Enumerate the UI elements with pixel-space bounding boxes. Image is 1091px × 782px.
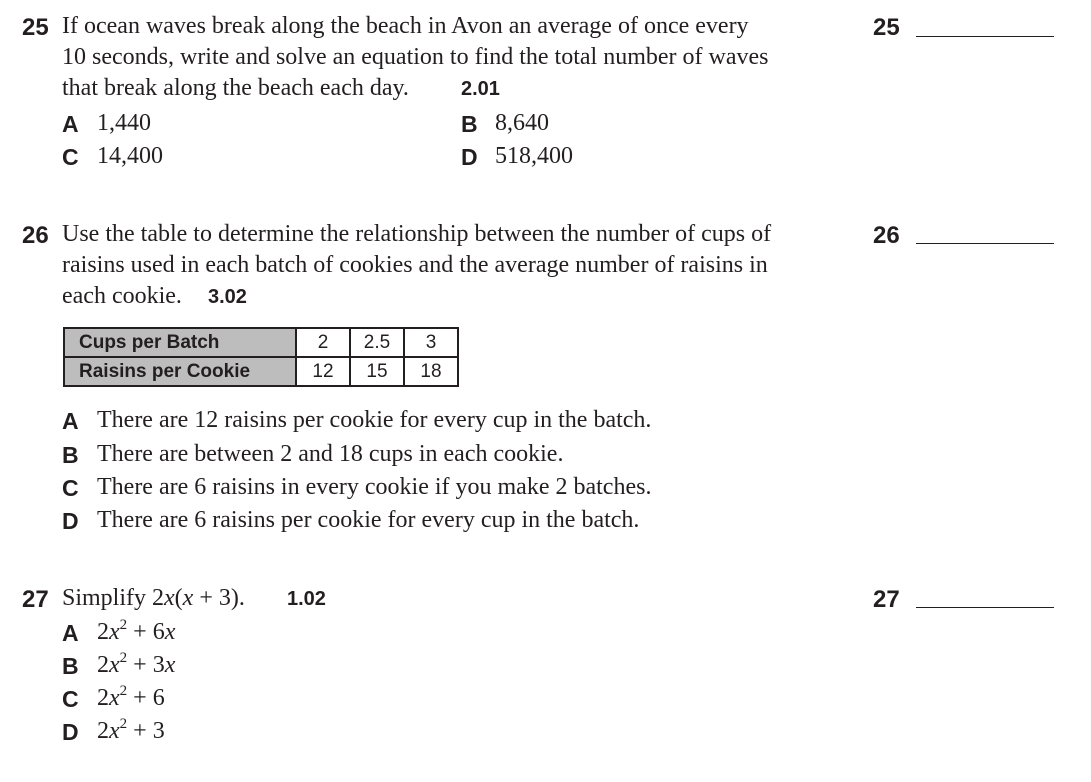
- q25-standard-code: 2.01: [461, 78, 500, 100]
- rest: + 3: [127, 718, 165, 744]
- q25-number: 25: [22, 14, 49, 41]
- q27-prompt: [62, 585, 245, 612]
- q25-choice-a-text[interactable]: 1,440: [97, 110, 151, 136]
- q26-choice-b-letter[interactable]: B: [62, 442, 79, 468]
- q27-choice-a-letter[interactable]: A: [62, 620, 79, 646]
- table-cell: 12: [296, 357, 350, 386]
- q26-choice-a-letter[interactable]: A: [62, 408, 79, 434]
- exponent: 2: [119, 716, 128, 732]
- coef: 2: [97, 718, 109, 744]
- q26-choice-d-letter[interactable]: D: [62, 508, 79, 534]
- table-row: [64, 357, 458, 386]
- q26-text-line2: raisins used in each batch of cookies and the average number of raisins in: [62, 252, 768, 278]
- q26-answer-number: 26: [873, 222, 900, 249]
- q25-choice-c-letter[interactable]: C: [62, 144, 79, 170]
- q27-choice-b-letter[interactable]: B: [62, 653, 79, 679]
- q26-number: 26: [22, 222, 49, 249]
- q25-choice-d-letter[interactable]: D: [461, 144, 478, 170]
- row-header-cups: Cups per Batch: [64, 328, 296, 357]
- q27-choice-a-text[interactable]: [97, 619, 175, 646]
- q27-expr-rest: + 3).: [193, 585, 245, 611]
- q27-expr-coef: 2: [152, 585, 165, 611]
- table-cell: 2.5: [350, 328, 404, 357]
- coef: 2: [97, 685, 109, 711]
- q27-choice-b-text[interactable]: [97, 652, 175, 679]
- q26-choice-d-text[interactable]: There are 6 raisins per cookie for every cup in the batch.: [97, 507, 640, 533]
- q25-choice-d-text[interactable]: 518,400: [495, 143, 573, 169]
- q25-text-line1: If ocean waves break along the beach in Avon an average of once every: [62, 13, 749, 39]
- table-cell: 3: [404, 328, 458, 357]
- q25-choice-a-letter[interactable]: A: [62, 111, 79, 137]
- var: x: [109, 718, 120, 744]
- q27-choice-d-letter[interactable]: D: [62, 719, 79, 745]
- q27-standard-code: 1.02: [287, 588, 326, 610]
- q27-choice-d-text[interactable]: [97, 718, 165, 745]
- q26-text-line3: each cookie.: [62, 283, 182, 309]
- q26-answer-blank[interactable]: [916, 243, 1054, 244]
- q27-choice-c-letter[interactable]: C: [62, 686, 79, 712]
- q27-expr-inner-var: x: [182, 585, 194, 611]
- q25-choice-b-letter[interactable]: B: [461, 111, 478, 137]
- exponent: 2: [119, 650, 128, 666]
- q25-text-line3: that break along the beach each day.: [62, 75, 409, 101]
- cups-raisins-table: [63, 327, 459, 387]
- var: x: [109, 685, 120, 711]
- coef: 2: [97, 619, 109, 645]
- rest: + 6: [127, 619, 165, 645]
- q27-prompt-word: Simplify: [62, 585, 147, 611]
- q25-answer-blank[interactable]: [916, 36, 1054, 37]
- q26-text-line1: Use the table to determine the relationship between the number of cups of: [62, 221, 772, 247]
- table-cell: 2: [296, 328, 350, 357]
- table-cell: 18: [404, 357, 458, 386]
- q26-choice-b-text[interactable]: There are between 2 and 18 cups in each cookie.: [97, 441, 564, 467]
- q26-choice-c-letter[interactable]: C: [62, 475, 79, 501]
- exponent: 2: [119, 617, 128, 633]
- q25-text-line2: 10 seconds, write and solve an equation to find the total number of waves: [62, 44, 769, 70]
- q27-answer-blank[interactable]: [916, 607, 1054, 608]
- rest-var: x: [164, 619, 176, 645]
- rest: + 3: [127, 652, 165, 678]
- q27-expr-var: x: [164, 585, 175, 611]
- q25-choice-b-text[interactable]: 8,640: [495, 110, 549, 136]
- coef: 2: [97, 652, 109, 678]
- q27-number: 27: [22, 586, 49, 613]
- q26-standard-code: 3.02: [208, 286, 247, 308]
- table-row: [64, 328, 458, 357]
- rest: + 6: [127, 685, 165, 711]
- q26-choice-a-text[interactable]: There are 12 raisins per cookie for every cup in the batch.: [97, 407, 652, 433]
- rest-var: x: [164, 652, 176, 678]
- q27-choice-c-text[interactable]: [97, 685, 165, 712]
- exponent: 2: [119, 683, 128, 699]
- q27-expr-open: (: [174, 585, 183, 611]
- var: x: [109, 652, 120, 678]
- table-cell: 15: [350, 357, 404, 386]
- q25-choice-c-text[interactable]: 14,400: [97, 143, 163, 169]
- var: x: [109, 619, 120, 645]
- q26-choice-c-text[interactable]: There are 6 raisins in every cookie if you make 2 batches.: [97, 474, 652, 500]
- q27-answer-number: 27: [873, 586, 900, 613]
- row-header-raisins: Raisins per Cookie: [64, 357, 296, 386]
- q25-answer-number: 25: [873, 14, 900, 41]
